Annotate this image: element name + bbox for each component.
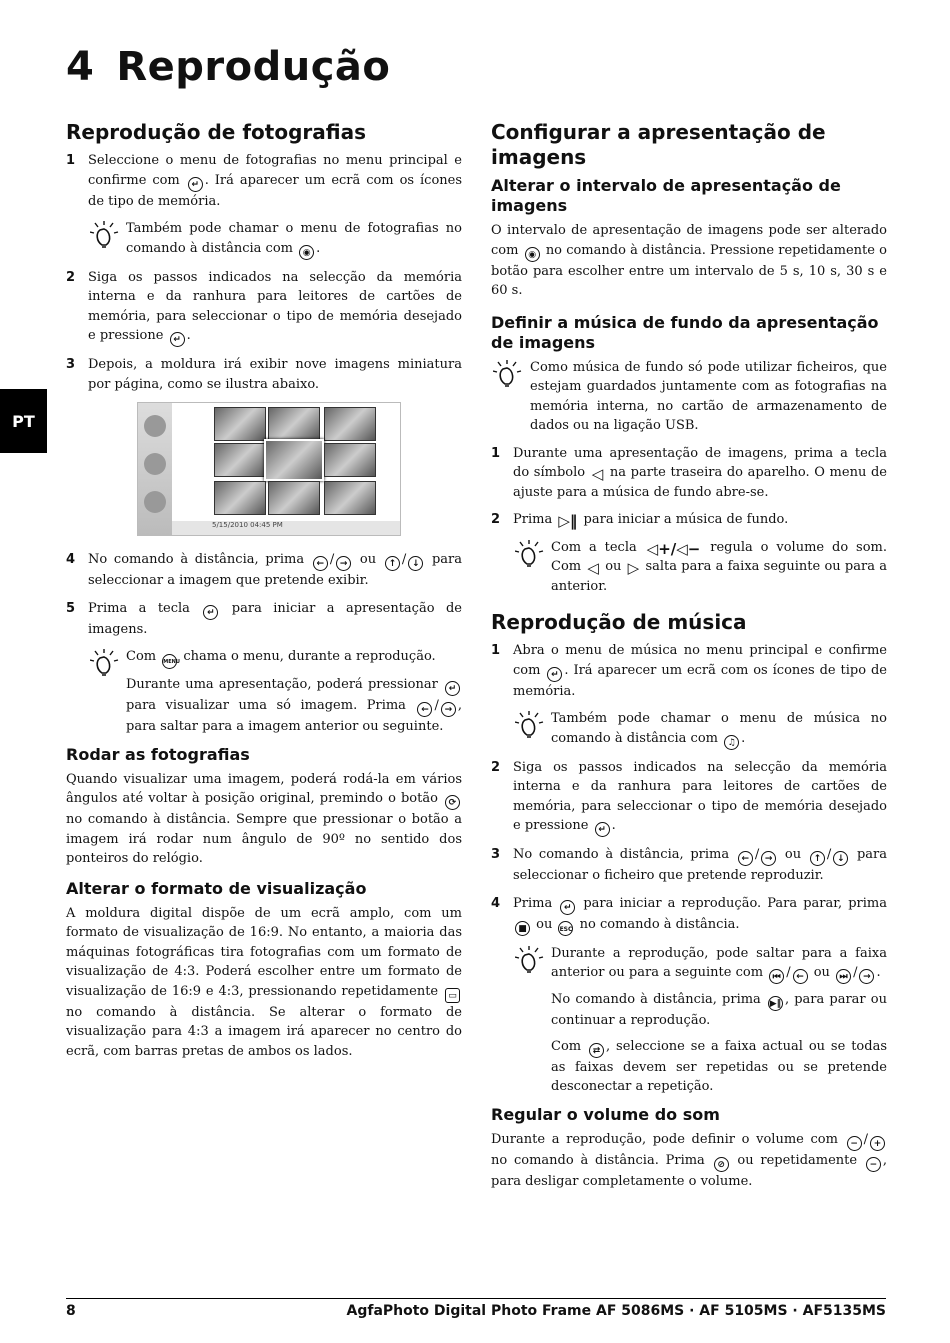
step-text: Siga os passos indicados na selecção da memória interna e da ranhura para leitores de cartões de memória, para seleccionar o tipo de memória desejado e pressione — [513, 759, 887, 833]
tip-photos-remote — [66, 219, 462, 260]
step-number: 3 — [66, 357, 76, 372]
enter-icon: ↵ — [170, 332, 185, 347]
tip-lightbulb-icon — [90, 221, 120, 249]
up-arrow-icon: ↑ — [810, 851, 825, 866]
step-text: ou — [784, 847, 802, 862]
chapter-title — [66, 44, 390, 90]
step-text: para seleccionar o ficheiro que pretende reproduzir. — [513, 847, 887, 883]
music-step-2 — [491, 758, 887, 838]
tip-text: Com a tecla — [551, 539, 637, 555]
photo-button-icon: ◉ — [299, 245, 314, 260]
photos-step-1 — [66, 151, 462, 211]
tip-text: Com — [551, 1038, 582, 1054]
thumbnail — [214, 443, 266, 477]
tip-text: Durante a reprodução, pode saltar para a faixa anterior ou para a seguinte com — [551, 945, 887, 980]
section-photos-heading: Reprodução de fotografias — [66, 120, 366, 144]
thumbnail — [268, 407, 320, 441]
stop-button-icon: ■ — [515, 921, 530, 936]
page-number: 8 — [66, 1303, 76, 1319]
paragraph-text: no comando à distância. Sempre que pressionar o botão a imagem irá rodar num ângulo de 90º no sentido dos ponteiros do relógio. — [66, 812, 462, 866]
photos-step-3 — [66, 355, 462, 394]
usb-icon — [144, 491, 166, 513]
photos-step-2 — [66, 268, 462, 348]
mute-button-icon: ⊘ — [714, 1157, 729, 1172]
paragraph-text: no comando à distância. Se alterar o formato de visualização para 4:3 a imagem irá aparecer no centro do ecrã, com barras pretas de ambos os lados. — [66, 1004, 462, 1059]
bg-music-step-1 — [491, 444, 887, 503]
slideshow-button-icon: ◉ — [525, 247, 540, 262]
left-column — [66, 120, 462, 1069]
step-text: Depois, a moldura irá exibir nove imagens miniatura por página, como se ilustra abaixo. — [88, 357, 462, 392]
step-text: para iniciar a reprodução. Para parar, prima — [583, 895, 887, 911]
format-heading: Alterar o formato de visualização — [66, 878, 367, 898]
paragraph-text: , para desligar completamente o volume. — [491, 1152, 888, 1189]
volume-heading: Regular o volume do som — [491, 1104, 720, 1124]
memory-icon — [144, 415, 166, 437]
tip-text: salta para a faixa seguinte ou para a anterior. — [551, 559, 887, 594]
tip-lightbulb-icon — [493, 360, 523, 388]
step-number: 5 — [66, 600, 76, 616]
up-arrow-icon: ↑ — [385, 556, 400, 571]
step-text: Abra o menu de música no menu principal e confirme com — [513, 643, 887, 678]
step-text: Prima — [513, 895, 553, 911]
step-number: 4 — [66, 552, 76, 567]
thumbnail — [214, 481, 266, 515]
tip-text: ou — [605, 559, 622, 574]
thumbnail — [324, 407, 376, 441]
step-text: Prima a tecla — [88, 600, 190, 616]
tip-text: regula o volume do som. — [710, 539, 887, 555]
enter-icon: ↵ — [188, 177, 203, 192]
tip-text: No comando à distância, prima — [551, 992, 761, 1007]
step-text: Siga os passos indicados na selecção da memória interna e da ranhura para leitores de cartões de memória, para seleccionar o tipo de memória desejado e pressione — [88, 269, 462, 343]
right-arrow-icon: → — [336, 556, 351, 571]
right-arrow-icon: → — [761, 851, 776, 866]
enter-icon: ↵ — [595, 822, 610, 837]
step-text: ou — [536, 916, 553, 932]
step-number: 2 — [491, 759, 501, 775]
right-column — [491, 120, 887, 1199]
left-arrow-icon: ← — [313, 556, 328, 571]
thumbnail-selected — [264, 439, 324, 481]
photos-step-4: 4 No comando à distância, prima ← / → ou ↑ / ↓ para seleccionar a imagem que pretende exibir. — [66, 552, 462, 588]
tip-track-control: Durante a reprodução, pode saltar para a faixa anterior ou para a seguinte com ⏮ / ← ou ⏭ / → . No comando à distância, prima ▶‖ , para parar ou continuar a reprodução. Com ⇄ , seleccione se a faixa actual ou se todas as faixas devem ser repetidas ou se pretende desconectar a repetição. — [491, 944, 887, 1097]
music-step-1 — [491, 641, 887, 701]
step-text: . — [186, 328, 191, 343]
play-pause-button-icon: ▶‖ — [768, 996, 783, 1011]
rotate-button-icon: ⟳ — [445, 795, 460, 810]
product-name: AgfaPhoto Digital Photo Frame AF 5086MS · AF 5105MS · AF5135MS — [346, 1303, 886, 1319]
tip-volume-skip — [491, 538, 887, 597]
tip-text: , para saltar para a imagem anterior ou seguinte. — [126, 698, 462, 734]
volume-down-icon: − — [847, 1136, 862, 1151]
tip-text: . — [876, 965, 881, 980]
repeat-button-icon: ⇄ — [589, 1043, 604, 1058]
step-number: 3 — [491, 847, 501, 862]
tip-text: , para parar ou continuar a reprodução. — [551, 992, 887, 1028]
step-text: Seleccione o menu de fotografias no menu principal e confirme com — [88, 153, 462, 188]
step-number: 1 — [491, 643, 501, 658]
thumbnail — [268, 481, 320, 515]
tip-text: . — [741, 730, 746, 746]
interval-heading: Alterar o intervalo de apresentação de imagens — [491, 176, 841, 215]
language-tab: PT — [0, 389, 47, 453]
music-background-heading: Definir a música de fundo da apresentação de imagens — [491, 312, 879, 352]
step-number: 1 — [491, 445, 501, 461]
step-text: para iniciar a música de fundo. — [583, 512, 789, 527]
tip-text: chama o menu, durante a reprodução. — [183, 649, 436, 664]
thumbnail — [324, 481, 376, 515]
section-slideshow-heading: Configurar a apresentação de imagens — [491, 120, 826, 169]
chapter-number: 4 — [66, 44, 95, 90]
rotate-paragraph — [66, 770, 462, 869]
step-text: ou — [359, 552, 377, 567]
screenshot-sidebar — [138, 403, 172, 535]
left-arrow-icon: ← — [417, 702, 432, 717]
format-paragraph — [66, 904, 462, 1062]
paragraph-text: no comando à distância. Pressione repetidamente o botão para escolher entre um intervalo de 5 s, 10 s, 30 s e 60 s. — [491, 242, 887, 298]
paragraph-text: Durante a reprodução, pode definir o volume com — [491, 1131, 838, 1147]
step-number: 2 — [491, 512, 501, 527]
step-text: Prima — [513, 512, 553, 527]
tip-text: Também pode chamar o menu de música no comando à distância com — [551, 711, 887, 746]
footer-rule — [66, 1298, 886, 1299]
card-icon — [144, 453, 166, 475]
step-number: 1 — [66, 153, 76, 168]
paragraph-text: O intervalo de apresentação de imagens pode ser alterado com — [491, 223, 887, 258]
enter-icon: ↵ — [547, 667, 562, 682]
screenshot-datetime: 5/15/2010 04:45 PM — [212, 521, 283, 529]
section-music-heading: Reprodução de música — [491, 610, 747, 634]
paragraph-text: no comando à distância. Prima — [491, 1152, 705, 1168]
volume-up-down-icon: ◁+/◁− — [646, 539, 701, 558]
right-triangle-icon: ▷ — [627, 559, 640, 577]
tip-lightbulb-icon — [515, 711, 545, 739]
step-text: para iniciar a apresentação de imagens. — [88, 600, 462, 637]
tip-text: Também pode chamar o menu de fotografias no comando à distância com — [126, 221, 462, 256]
thumbnail — [214, 407, 266, 441]
left-triangle-icon: ◁ — [587, 559, 599, 577]
step-text: Durante uma apresentação de imagens, prima a tecla do símbolo — [513, 445, 887, 480]
tip-music-remote — [491, 709, 887, 750]
tip-text: , seleccione se a faixa actual ou se todas as faixas devem ser repetidas ou se pretende desconectar a repetição. — [551, 1038, 887, 1094]
play-pause-icon: ▷‖ — [558, 512, 578, 530]
left-arrow-icon: ← — [793, 969, 808, 984]
volume-paragraph: Durante a reprodução, pode definir o volume com − / + no comando à distância. Prima ⊘ ou repetidamente − , para desligar completamente o volume. — [491, 1131, 888, 1189]
bg-music-step-2 — [491, 510, 887, 530]
rotate-heading: Rodar as fotografias — [66, 744, 250, 764]
next-track-icon: ⏭ — [836, 969, 851, 984]
step-text: No comando à distância, prima — [88, 552, 305, 567]
tip-menu-during-playback: Com MENU chama o menu, durante a reprodução. Durante uma apresentação, poderá pressionar ↵ para visualizar uma só imagem. Prima ← / → , para saltar para a imagem anterior ou seguinte. — [66, 647, 462, 737]
tip-text: ou — [813, 965, 830, 980]
step-text: na parte traseira do aparelho. O menu de ajuste para a música de fundo abre-se. — [513, 465, 887, 500]
tip-text: Com — [551, 559, 582, 574]
step-number: 2 — [66, 269, 76, 285]
step-text: No comando à distância, prima — [513, 847, 730, 862]
music-step-4 — [491, 894, 887, 936]
tip-background-music-files — [491, 358, 887, 436]
tip-text: Como música de fundo só pode utilizar ficheiros, que estejam guardados juntamente com as fotografias na memória interna, no cartão de armazenamento de dados ou na ligação USB. — [530, 359, 887, 433]
tip-text: para visualizar uma só imagem. Prima — [126, 698, 406, 713]
music-step-3: 3 No comando à distância, prima ← / → ou ↑ / ↓ para seleccionar o ficheiro que pretende reproduzir. — [491, 847, 887, 883]
step-text: para seleccionar a imagem que pretende exibir. — [88, 552, 462, 588]
paragraph-text: Quando visualizar uma imagem, poderá rodá-la em vários ângulos até voltar à posição original, premindo o botão — [66, 771, 462, 806]
menu-button-icon: MENU — [162, 654, 177, 669]
step-text: . — [611, 818, 616, 833]
music-button-icon: ♫ — [724, 735, 739, 750]
enter-icon: ↵ — [203, 605, 218, 620]
tip-lightbulb-icon — [90, 649, 120, 677]
previous-track-icon: ⏮ — [769, 969, 784, 984]
right-arrow-icon: → — [441, 702, 456, 717]
volume-up-icon: + — [870, 1136, 885, 1151]
paragraph-text: ou repetidamente — [737, 1152, 858, 1168]
right-arrow-icon: → — [859, 969, 874, 984]
step-number: 4 — [491, 895, 501, 911]
step-text: . Irá aparecer um ecrã com os ícones de tipo de memória. — [513, 662, 887, 699]
chapter-title-text: Reprodução — [116, 44, 391, 90]
step-text: no comando à distância. — [579, 916, 740, 932]
left-arrow-icon: ← — [738, 851, 753, 866]
aspect-ratio-button-icon: ▭ — [445, 988, 460, 1003]
interval-paragraph — [491, 221, 887, 301]
tip-text: . — [316, 240, 321, 256]
paragraph-text: A moldura digital dispõe de um ecrã amplo, com um formato de visualização de 16:9. No entanto, a maioria das máquinas fotográficas tira fotografias com um formato de visualização de 4:3. Poderá escolher entre um formato de visualização de 16:9 e 4:3, pressionando repetidamente — [66, 905, 462, 999]
volume-down-icon: − — [866, 1157, 881, 1172]
tip-text: Durante uma apresentação, poderá pressionar — [126, 677, 438, 692]
esc-button-icon: ESC — [558, 921, 573, 936]
screenshot-footer-bar — [172, 521, 400, 535]
enter-icon: ↵ — [445, 681, 460, 696]
enter-icon: ↵ — [560, 900, 575, 915]
step-text: . Irá aparecer um ecrã com os ícones de tipo de memória. — [88, 172, 463, 209]
tip-lightbulb-icon — [515, 946, 545, 974]
down-arrow-icon: ↓ — [408, 556, 423, 571]
down-arrow-icon: ↓ — [833, 851, 848, 866]
tip-lightbulb-icon — [515, 540, 545, 568]
thumbnail-screenshot — [137, 402, 401, 536]
thumbnail — [324, 443, 376, 477]
volume-speaker-icon: ◁ — [591, 465, 604, 483]
tip-text: Com — [126, 649, 157, 664]
photos-step-5 — [66, 599, 462, 640]
